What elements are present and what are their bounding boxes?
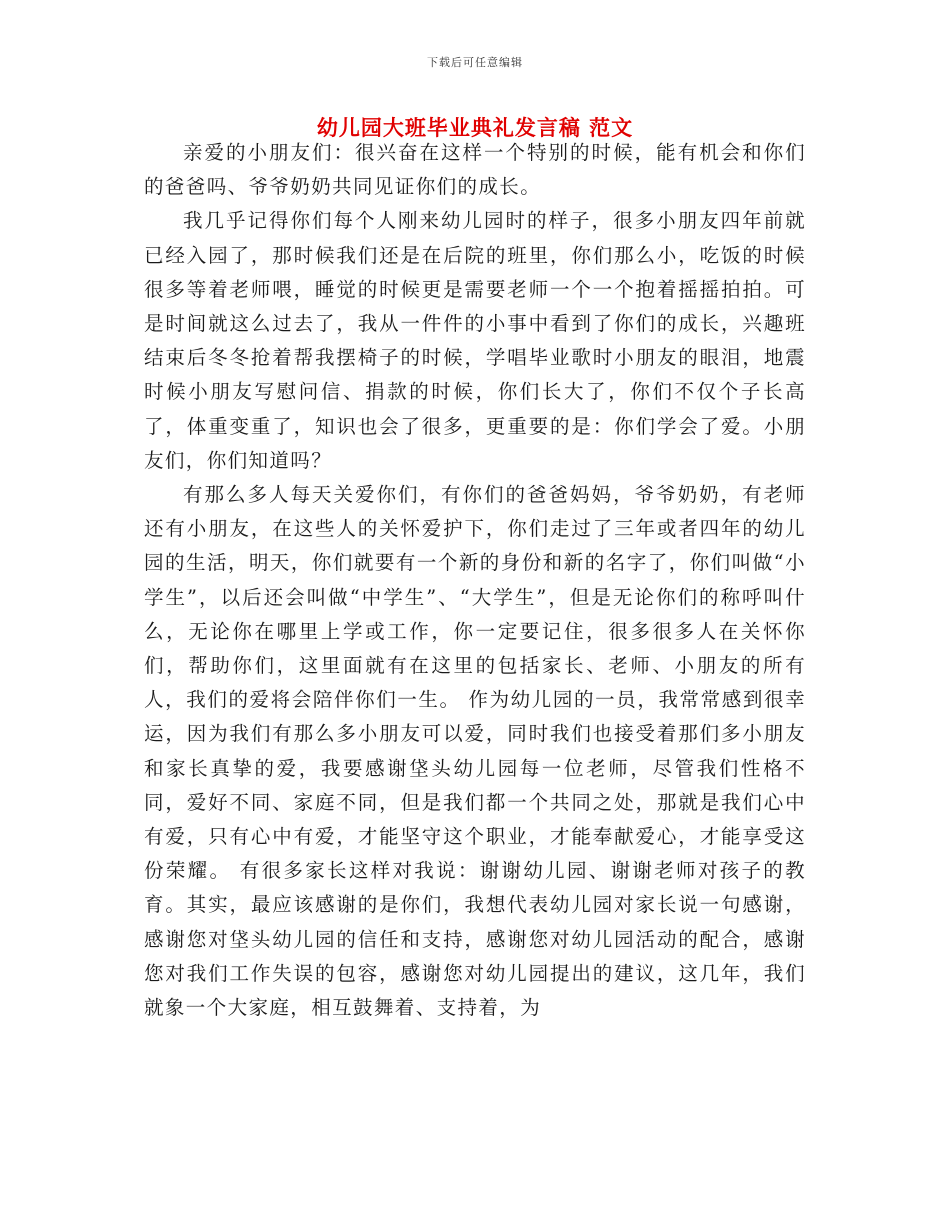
paragraph-gratitude: 有那么多人每天关爱你们，有你们的爸爸妈妈，爷爷奶奶，有老师还有小朋友，在这些人的关怀爱护下，你们走过了三年或者四年的幼儿园的生活，明天，你们就要有一个新的身份和新的名字了，你们叫做“小学生”，以后还会叫做“中学生”、“大学生”，但是无论你们的称呼叫什么，无论你在哪里上学或工作，你一定要记住，很多很多人在关怀你们，帮助你们，这里面就有在这里的包括家长、老师、小朋友的所有人，我们的爱将会陪伴你们一生。 作为幼儿园的一员，我常常感到很幸运，因为我们有那么多小朋友可以爱，同时我们也接受着那们多小朋友和家长真挚的爱，我要感谢垡头幼儿园每一位老师，尽管我们性格不同，爱好不同、家庭不同，但是我们都一个共同之处，那就是我们心中有爱，只有心中有爱，才能坚守这个职业，才能奉献爱心，才能享受这份荣耀。 有很多家长这样对我说：谢谢幼儿园、谢谢老师对孩子的教育。其实，最应该感谢的是你们，我想代表幼儿园对家长说一句感谢，感谢您对垡头幼儿园的信任和支持，感谢您对幼儿园活动的配合，感谢您对我们工作失误的包容，感谢您对幼儿园提出的建议，这几年，我们就象一个大家庭，相互鼓舞着、支持着，为 <box>144 483 806 1020</box>
document-title: 幼儿园大班毕业典礼发言稿 范文 <box>316 115 634 140</box>
header-note: 下载后可任意编辑 <box>427 56 523 69</box>
paragraph-memories: 我几乎记得你们每个人刚来幼儿园时的样子，很多小朋友四年前就已经入园了，那时候我们还是在后院的班里，你们那么小，吃饭的时候很多等着老师喂，睡觉的时候更是需要老师一个一个抱着摇摇拍拍。可是时间就这么过去了，我从一件件的小事中看到了你们的成长，兴趣班结束后冬冬抢着帮我摆椅子的时候，学唱毕业歌时小朋友的眼泪，地震时候小朋友写慰问信、捐款的时候，你们长大了，你们不仅个子长高了，体重变重了，知识也会了很多，更重要的是：你们学会了爱。小朋友们，你们知道吗？ <box>144 209 806 472</box>
document-body <box>144 136 806 1025</box>
paragraph-greeting: 亲爱的小朋友们：很兴奋在这样一个特别的时候，能有机会和你们的爸爸吗、爷爷奶奶共同见证你们的成长。 <box>144 141 806 199</box>
